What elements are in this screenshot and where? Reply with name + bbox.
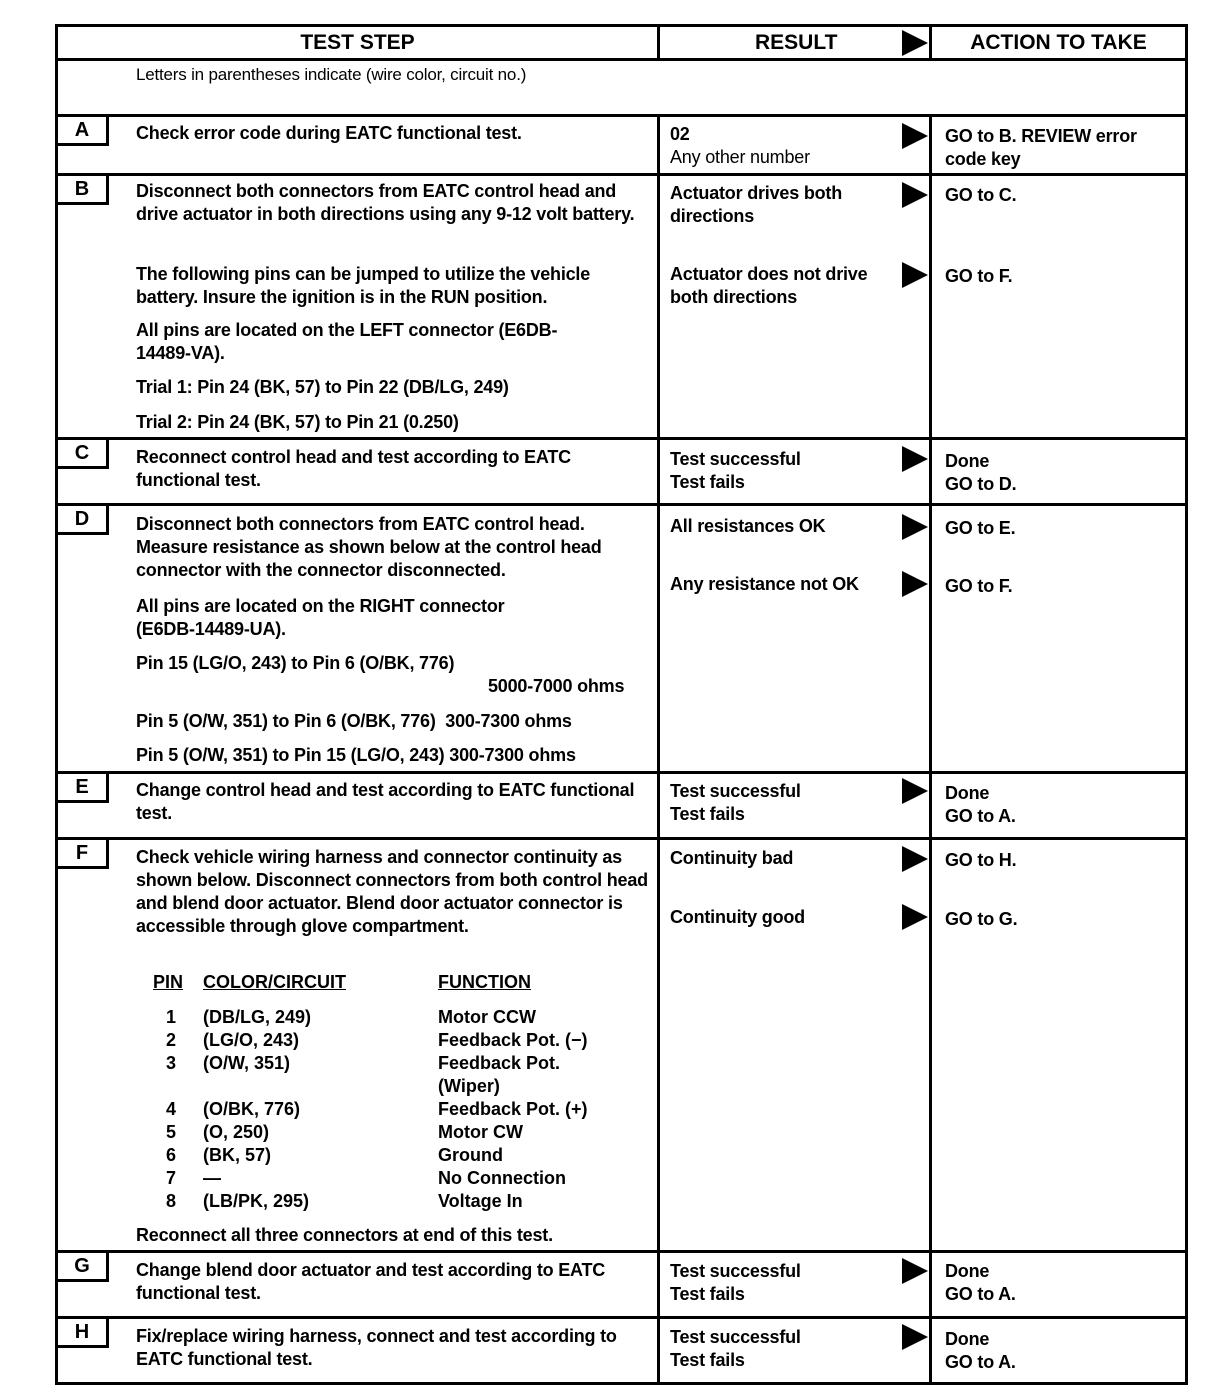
step-d-result2: Any resistance not OK: [670, 574, 859, 594]
step-g-result1: Test successful: [670, 1261, 801, 1281]
step-b-result2: Actuator does not drive both directions: [670, 264, 868, 307]
arrow-icon: [902, 846, 928, 872]
arrow-icon: [902, 182, 928, 208]
pin-color: (DB/LG, 249): [203, 1007, 312, 1027]
color-col-header: COLOR/CIRCUIT: [203, 972, 346, 992]
row-divider: [58, 771, 1185, 774]
step-d-result1: All resistances OK: [670, 516, 826, 536]
arrow-icon: [902, 904, 928, 930]
pin-function: Ground: [438, 1145, 503, 1165]
step-d-p1: Disconnect both connectors from EATC control head. Measure resistance as shown below at the control head connector with the connector disconnected.: [136, 514, 602, 580]
step-g-action2: GO to A.: [945, 1284, 1016, 1304]
arrow-icon: [902, 446, 928, 472]
pin-number: 2: [166, 1030, 177, 1050]
arrow-icon: [902, 778, 928, 804]
step-b-result1: Actuator drives both directions: [670, 183, 843, 226]
pin-function: Motor CCW: [438, 1007, 536, 1027]
row-divider: [58, 114, 1185, 117]
step-c-text: Reconnect control head and test according to EATC functional test.: [136, 447, 571, 490]
pin-function: Feedback Pot. (Wiper): [438, 1053, 561, 1096]
pin-color: (O, 250): [203, 1122, 270, 1142]
row-divider: [58, 1250, 1185, 1253]
step-label: G: [58, 1253, 109, 1282]
step-f-action1: GO to H.: [945, 850, 1017, 870]
step-d-p4: Pin 5 (O/W, 351) to Pin 6 (O/BK, 776) 300-7300 ohms: [136, 711, 572, 731]
step-h-action1: Done: [945, 1329, 990, 1349]
step-a-action2: code key: [945, 149, 1021, 169]
step-d-p5: Pin 5 (O/W, 351) to Pin 15 (LG/O, 243) 300-7300 ohms: [136, 745, 576, 765]
pin-number: 8: [166, 1191, 177, 1211]
step-b-p4: Trial 1: Pin 24 (BK, 57) to Pin 22 (DB/LG, 249): [136, 377, 509, 397]
pin-number: 5: [166, 1122, 177, 1142]
arrow-icon: [902, 571, 928, 597]
step-label: B: [58, 176, 109, 205]
step-label: F: [58, 840, 109, 869]
step-e-result1: Test successful: [670, 781, 801, 801]
arrow-icon: [902, 1258, 928, 1284]
row-divider: [58, 437, 1185, 440]
step-d-action2: GO to F.: [945, 576, 1013, 596]
step-e-action2: GO to A.: [945, 806, 1016, 826]
step-e-action1: Done: [945, 783, 990, 803]
pin-function: No Connection: [438, 1168, 566, 1188]
pin-number: 1: [166, 1007, 177, 1027]
step-a-action1: GO to B. REVIEW error: [945, 126, 1137, 146]
step-h-result1: Test successful: [670, 1327, 801, 1347]
step-a-result2: Any other number: [670, 147, 810, 167]
step-g-result2: Test fails: [670, 1284, 745, 1304]
pin-function: Voltage In: [438, 1191, 523, 1211]
step-f-result2: Continuity good: [670, 907, 805, 927]
row-divider: [58, 837, 1185, 840]
step-c-result2: Test fails: [670, 472, 745, 492]
header-test-step: TEST STEP: [300, 31, 415, 54]
step-g-action1: Done: [945, 1261, 990, 1281]
step-h-action2: GO to A.: [945, 1352, 1016, 1372]
pin-number: 7: [166, 1168, 177, 1188]
step-h-result2: Test fails: [670, 1350, 745, 1370]
step-e-result2: Test fails: [670, 804, 745, 824]
step-d-p3b: 5000-7000 ohms: [488, 676, 625, 696]
pin-color: (LB/PK, 295): [203, 1191, 310, 1211]
step-h-text: Fix/replace wiring harness, connect and test according to EATC functional test.: [136, 1326, 617, 1369]
row-divider: [58, 503, 1185, 506]
pin-color: (BK, 57): [203, 1145, 272, 1165]
step-g-text: Change blend door actuator and test according to EATC functional test.: [136, 1260, 606, 1303]
pin-color: (O/BK, 776): [203, 1099, 301, 1119]
pin-col-header: PIN: [153, 972, 184, 992]
step-f-action2: GO to G.: [945, 909, 1018, 929]
row-divider: [58, 1316, 1185, 1319]
step-b-p1: Disconnect both connectors from EATC control head and drive actuator in both directions using any 9-12 volt battery.: [136, 181, 635, 224]
arrow-icon: [902, 30, 928, 56]
pin-number: 3: [166, 1053, 177, 1073]
step-d-p3: Pin 15 (LG/O, 243) to Pin 6 (O/BK, 776): [136, 653, 455, 673]
step-e-text: Change control head and test according to EATC functional test.: [136, 780, 635, 823]
arrow-icon: [902, 123, 928, 149]
step-label: A: [58, 117, 109, 146]
row-divider: [58, 173, 1185, 176]
step-b-p2: The following pins can be jumped to utilize the vehicle battery. Insure the ignition is in the RUN position.: [136, 264, 591, 307]
step-b-p3: All pins are located on the LEFT connector (E6DB-14489-VA).: [136, 320, 558, 363]
step-a-text: Check error code during EATC functional test.: [136, 123, 522, 143]
note-text: Letters in parentheses indicate (wire color, circuit no.): [136, 65, 527, 84]
step-label: H: [58, 1319, 109, 1348]
step-label: C: [58, 440, 109, 469]
step-label: D: [58, 506, 109, 535]
step-b-p5: Trial 2: Pin 24 (BK, 57) to Pin 21 (0.250): [136, 412, 459, 432]
pin-number: 4: [166, 1099, 177, 1119]
column-divider: [929, 27, 932, 1385]
step-b-action2: GO to F.: [945, 266, 1013, 286]
step-f-result1: Continuity bad: [670, 848, 794, 868]
step-a-result1: 02: [670, 124, 690, 144]
step-d-p2: All pins are located on the RIGHT connector (E6DB-14489-UA).: [136, 596, 505, 639]
step-f-p1: Check vehicle wiring harness and connector continuity as shown below. Disconnect connectors from both control head and blend door actuator. Blend door actuator connector is accessible through glove compartment.: [136, 847, 648, 936]
column-divider: [657, 27, 660, 1385]
pin-function: Feedback Pot. (−): [438, 1030, 588, 1050]
header-result: RESULT: [755, 31, 838, 54]
step-label: E: [58, 774, 109, 803]
arrow-icon: [902, 262, 928, 288]
pin-number: 6: [166, 1145, 177, 1165]
step-c-action2: GO to D.: [945, 474, 1017, 494]
header-action: ACTION TO TAKE: [970, 31, 1147, 54]
diagnostic-table: [55, 24, 1188, 1385]
pin-function: Motor CW: [438, 1122, 523, 1142]
step-b-action1: GO to C.: [945, 185, 1017, 205]
step-f-p2: Reconnect all three connectors at end of this test.: [136, 1225, 553, 1245]
pin-color: (O/W, 351): [203, 1053, 291, 1073]
arrow-icon: [902, 1324, 928, 1350]
step-d-action1: GO to E.: [945, 518, 1016, 538]
function-col-header: FUNCTION: [438, 972, 531, 992]
step-c-result1: Test successful: [670, 449, 801, 469]
arrow-icon: [902, 514, 928, 540]
pin-color: (LG/O, 243): [203, 1030, 300, 1050]
pin-function: Feedback Pot. (+): [438, 1099, 588, 1119]
pin-color: —: [203, 1168, 221, 1188]
step-c-action1: Done: [945, 451, 990, 471]
